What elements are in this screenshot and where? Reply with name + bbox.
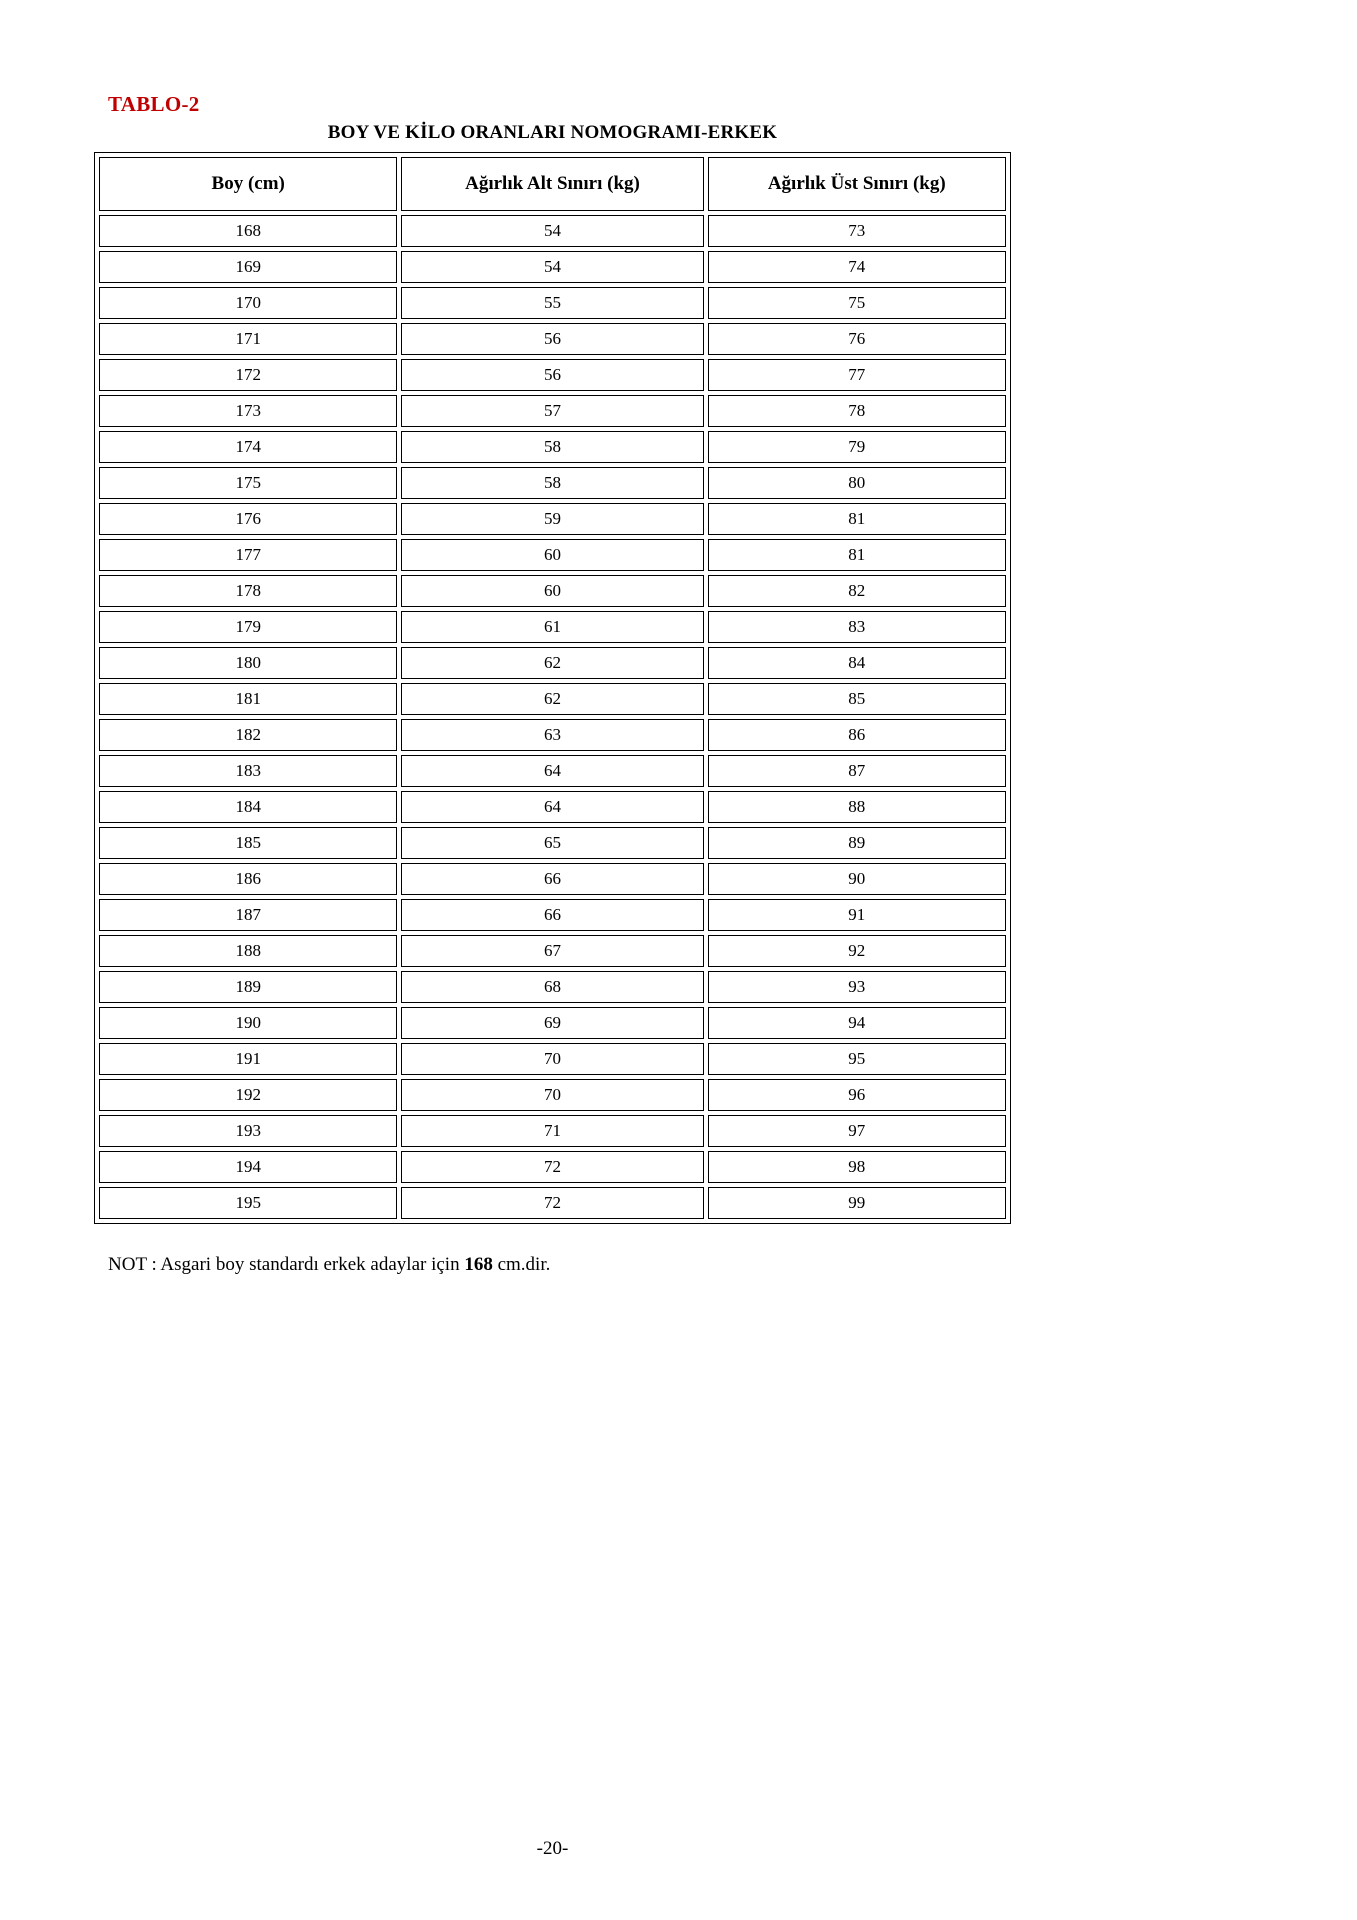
- table-cell: 71: [401, 1115, 703, 1147]
- table-cell: 58: [401, 431, 703, 463]
- table-header-row: [99, 157, 1006, 211]
- table-cell: 61: [401, 611, 703, 643]
- header-agirlik-ust-siniri: Ağırlık Üst Sınırı (kg): [708, 157, 1006, 211]
- table-cell: 168: [99, 215, 397, 247]
- table-cell: 176: [99, 503, 397, 535]
- table-cell: 184: [99, 791, 397, 823]
- table-cell: 175: [99, 467, 397, 499]
- table-cell: 58: [401, 467, 703, 499]
- table-cell: 191: [99, 1043, 397, 1075]
- table-cell: 186: [99, 863, 397, 895]
- table-row: [99, 899, 1006, 931]
- table-cell: 74: [708, 251, 1006, 283]
- table-cell: 79: [708, 431, 1006, 463]
- table-cell: 90: [708, 863, 1006, 895]
- table-cell: 81: [708, 503, 1006, 535]
- nomogram-table: [94, 152, 1011, 1224]
- table-row: [99, 827, 1006, 859]
- table-cell: 169: [99, 251, 397, 283]
- table-row: [99, 971, 1006, 1003]
- table-row: [99, 647, 1006, 679]
- table-cell: 89: [708, 827, 1006, 859]
- table-cell: 98: [708, 1151, 1006, 1183]
- table-cell: 54: [401, 251, 703, 283]
- table-row: [99, 539, 1006, 571]
- table-cell: 179: [99, 611, 397, 643]
- table-cell: 54: [401, 215, 703, 247]
- table-row: [99, 287, 1006, 319]
- table-row: [99, 359, 1006, 391]
- table-cell: 187: [99, 899, 397, 931]
- table-cell: 92: [708, 935, 1006, 967]
- table-cell: 192: [99, 1079, 397, 1111]
- table-cell: 69: [401, 1007, 703, 1039]
- table-row: [99, 251, 1006, 283]
- table-cell: 87: [708, 755, 1006, 787]
- table-cell: 189: [99, 971, 397, 1003]
- table-cell: 193: [99, 1115, 397, 1147]
- table-cell: 70: [401, 1043, 703, 1075]
- table-row: [99, 863, 1006, 895]
- table-cell: 73: [708, 215, 1006, 247]
- table-row: [99, 395, 1006, 427]
- table-cell: 194: [99, 1151, 397, 1183]
- table-cell: 88: [708, 791, 1006, 823]
- table-cell: 62: [401, 683, 703, 715]
- table-cell: 94: [708, 1007, 1006, 1039]
- table-body: [99, 215, 1006, 1219]
- table-row: [99, 1187, 1006, 1219]
- table-cell: 81: [708, 539, 1006, 571]
- table-cell: 67: [401, 935, 703, 967]
- table-label: TABLO-2: [108, 92, 200, 116]
- table-row: [99, 1007, 1006, 1039]
- table-cell: 93: [708, 971, 1006, 1003]
- table-cell: 185: [99, 827, 397, 859]
- page-number: -20-: [536, 1838, 569, 1859]
- table-cell: 97: [708, 1115, 1006, 1147]
- table-row: [99, 1079, 1006, 1111]
- table-row: [99, 755, 1006, 787]
- table-cell: 173: [99, 395, 397, 427]
- table-cell: 188: [99, 935, 397, 967]
- table-row: [99, 1151, 1006, 1183]
- note-suffix: cm.dir.: [492, 1254, 551, 1275]
- table-row: [99, 935, 1006, 967]
- table-cell: 78: [708, 395, 1006, 427]
- table-row: [99, 215, 1006, 247]
- table-cell: 91: [708, 899, 1006, 931]
- table-cell: 77: [708, 359, 1006, 391]
- table-cell: 86: [708, 719, 1006, 751]
- table-cell: 75: [708, 287, 1006, 319]
- table-cell: 55: [401, 287, 703, 319]
- table-row: [99, 1115, 1006, 1147]
- table-cell: 170: [99, 287, 397, 319]
- table-row: [99, 431, 1006, 463]
- table-cell: 180: [99, 647, 397, 679]
- table-cell: 70: [401, 1079, 703, 1111]
- table-cell: 65: [401, 827, 703, 859]
- note-prefix: NOT : Asgari boy standardı erkek adaylar için: [108, 1254, 465, 1275]
- table-row: [99, 1043, 1006, 1075]
- table-cell: 172: [99, 359, 397, 391]
- note-text: [108, 1254, 1011, 1276]
- table-cell: 60: [401, 539, 703, 571]
- table-cell: 68: [401, 971, 703, 1003]
- table-cell: 64: [401, 791, 703, 823]
- table-cell: 96: [708, 1079, 1006, 1111]
- table-cell: 174: [99, 431, 397, 463]
- table-row: [99, 467, 1006, 499]
- table-cell: 183: [99, 755, 397, 787]
- table-cell: 66: [401, 863, 703, 895]
- table-row: [99, 503, 1006, 535]
- table-cell: 66: [401, 899, 703, 931]
- table-cell: 59: [401, 503, 703, 535]
- table-cell: 76: [708, 323, 1006, 355]
- table-cell: 60: [401, 575, 703, 607]
- table-cell: 181: [99, 683, 397, 715]
- table-cell: 72: [401, 1187, 703, 1219]
- table-row: [99, 719, 1006, 751]
- table-row: [99, 791, 1006, 823]
- table-cell: 83: [708, 611, 1006, 643]
- page-title: BOY VE KİLO ORANLARI NOMOGRAMI-ERKEK: [327, 122, 778, 143]
- table-row: [99, 323, 1006, 355]
- table-cell: 195: [99, 1187, 397, 1219]
- table-row: [99, 683, 1006, 715]
- table-cell: 178: [99, 575, 397, 607]
- table-row: [99, 575, 1006, 607]
- table-cell: 84: [708, 647, 1006, 679]
- table-cell: 99: [708, 1187, 1006, 1219]
- table-cell: 80: [708, 467, 1006, 499]
- header-boy-cm: Boy (cm): [99, 157, 397, 211]
- note-bold-value: 168: [464, 1254, 493, 1275]
- table-cell: 85: [708, 683, 1006, 715]
- table-cell: 56: [401, 323, 703, 355]
- table-cell: 72: [401, 1151, 703, 1183]
- table-cell: 82: [708, 575, 1006, 607]
- table-cell: 177: [99, 539, 397, 571]
- table-cell: 95: [708, 1043, 1006, 1075]
- table-row: [99, 611, 1006, 643]
- table-cell: 56: [401, 359, 703, 391]
- table-cell: 190: [99, 1007, 397, 1039]
- table-cell: 57: [401, 395, 703, 427]
- table-cell: 62: [401, 647, 703, 679]
- table-cell: 64: [401, 755, 703, 787]
- table-cell: 171: [99, 323, 397, 355]
- table-cell: 182: [99, 719, 397, 751]
- table-cell: 63: [401, 719, 703, 751]
- header-agirlik-alt-siniri: Ağırlık Alt Sınırı (kg): [401, 157, 703, 211]
- content-area: [94, 0, 1011, 1295]
